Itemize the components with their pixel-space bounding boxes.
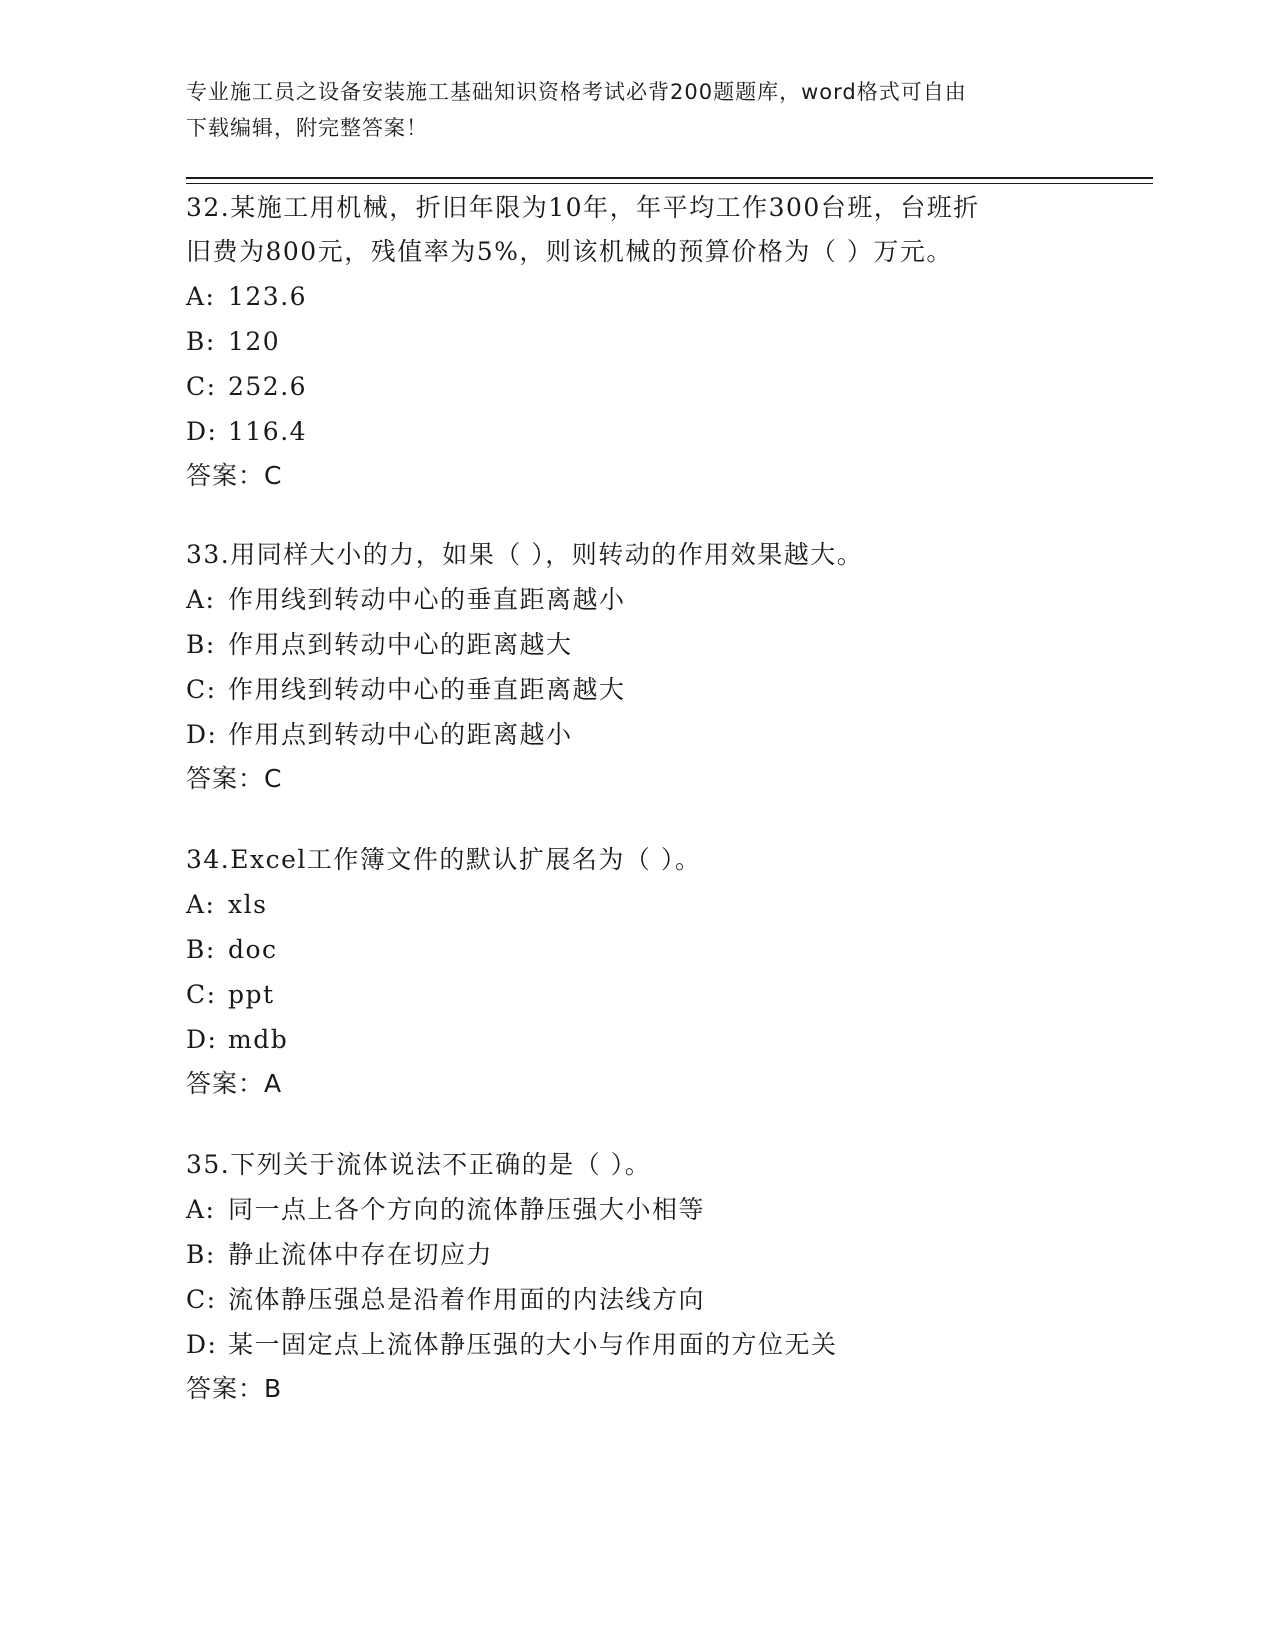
question-stem-line-2: 旧费为800元，残值率为5%，则该机械的预算价格为（ ）万元。 bbox=[186, 237, 953, 266]
header-divider-thin bbox=[186, 183, 1153, 184]
option-letter: A: bbox=[186, 585, 216, 614]
answer: 答案：C bbox=[186, 461, 283, 490]
option-a bbox=[186, 274, 1086, 319]
answer: 答案：C bbox=[186, 764, 283, 793]
option-text: 静止流体中存在切应力 bbox=[228, 1240, 494, 1269]
option-a bbox=[186, 1187, 1086, 1232]
option-text: 作用点到转动中心的距离越小 bbox=[228, 720, 573, 749]
option-letter: D: bbox=[186, 1025, 218, 1054]
option-d bbox=[186, 1017, 1086, 1062]
option-text: 作用点到转动中心的距离越大 bbox=[228, 630, 573, 659]
option-c bbox=[186, 364, 1086, 409]
option-letter: B: bbox=[186, 327, 216, 356]
option-letter: A: bbox=[186, 890, 216, 919]
option-d bbox=[186, 409, 1086, 454]
option-c bbox=[186, 1277, 1086, 1322]
option-text: 123.6 bbox=[228, 282, 308, 311]
question-35 bbox=[186, 1143, 1086, 1411]
header-line-2: 下载编辑，附完整答案！ bbox=[186, 116, 428, 140]
option-text: 流体静压强总是沿着作用面的内法线方向 bbox=[228, 1285, 706, 1314]
option-text: mdb bbox=[228, 1025, 289, 1054]
option-letter: C: bbox=[186, 675, 217, 704]
option-text: 252.6 bbox=[228, 372, 308, 401]
option-text: 120 bbox=[228, 327, 281, 356]
option-letter: B: bbox=[186, 1240, 216, 1269]
option-letter: C: bbox=[186, 980, 217, 1009]
question-stem-line-1: 32.某施工用机械，折旧年限为10年，年平均工作300台班，台班折 bbox=[186, 193, 980, 222]
option-letter: B: bbox=[186, 935, 216, 964]
option-text: xls bbox=[228, 890, 268, 919]
option-d bbox=[186, 712, 1086, 757]
option-text: 同一点上各个方向的流体静压强大小相等 bbox=[228, 1195, 706, 1224]
question-34 bbox=[186, 838, 1086, 1106]
option-c bbox=[186, 667, 1086, 712]
option-letter: D: bbox=[186, 417, 218, 446]
option-letter: D: bbox=[186, 720, 218, 749]
question-32 bbox=[186, 186, 1086, 498]
option-a bbox=[186, 882, 1086, 927]
option-letter: C: bbox=[186, 1285, 217, 1314]
option-text: 某一固定点上流体静压强的大小与作用面的方位无关 bbox=[228, 1330, 838, 1359]
option-c bbox=[186, 972, 1086, 1017]
header-divider-thick bbox=[186, 177, 1153, 179]
answer: 答案：B bbox=[186, 1374, 283, 1403]
header-line-1: 专业施工员之设备安装施工基础知识资格考试必背200题题库，word格式可自由 bbox=[186, 80, 967, 104]
option-letter: A: bbox=[186, 1195, 216, 1224]
option-d bbox=[186, 1322, 1086, 1367]
question-stem-line-1: 35.下列关于流体说法不正确的是（ ）。 bbox=[186, 1150, 652, 1179]
option-text: 作用线到转动中心的垂直距离越小 bbox=[228, 585, 626, 614]
option-text: 作用线到转动中心的垂直距离越大 bbox=[228, 675, 626, 704]
option-text: ppt bbox=[228, 980, 275, 1009]
document-header bbox=[186, 74, 1066, 146]
option-letter: C: bbox=[186, 372, 217, 401]
option-b bbox=[186, 927, 1086, 972]
option-a bbox=[186, 577, 1086, 622]
question-33 bbox=[186, 533, 1086, 801]
option-text: doc bbox=[228, 935, 278, 964]
option-text: 116.4 bbox=[228, 417, 308, 446]
option-b bbox=[186, 1232, 1086, 1277]
option-b bbox=[186, 622, 1086, 667]
answer: 答案：A bbox=[186, 1069, 283, 1098]
option-b bbox=[186, 319, 1086, 364]
option-letter: B: bbox=[186, 630, 216, 659]
question-stem-line-1: 33.用同样大小的力，如果（ ），则转动的作用效果越大。 bbox=[186, 540, 864, 569]
question-stem-line-1: 34.Excel工作簿文件的默认扩展名为（ ）。 bbox=[186, 845, 702, 874]
option-letter: D: bbox=[186, 1330, 218, 1359]
option-letter: A: bbox=[186, 282, 216, 311]
